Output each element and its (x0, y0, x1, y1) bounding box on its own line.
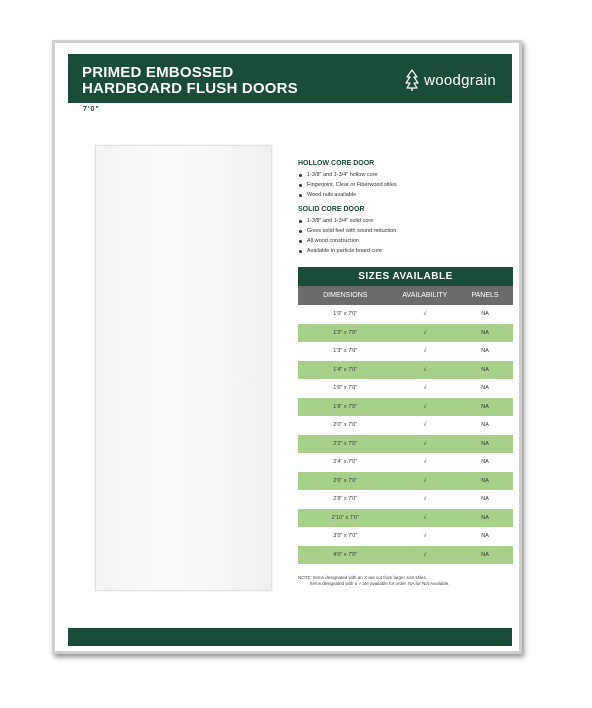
dimension-cell: 1'4" x 7'0" (298, 361, 393, 380)
list-item: Available in particle board core (298, 246, 518, 256)
footnote-line-1: NOTE: Items designated with an X are cut from larger size stiles. (298, 575, 428, 580)
dimension-cell: 2'6" x 7'0" (298, 472, 393, 491)
pine-tree-icon (405, 69, 419, 91)
panels-cell: NA (457, 398, 513, 417)
panels-cell: NA (457, 361, 513, 380)
panels-cell: NA (457, 546, 513, 565)
solid-core-list (298, 216, 518, 256)
door-height-label: 7'0" (83, 106, 100, 113)
logo-text: woodgrain (424, 71, 496, 89)
list-item: Fingerjoint, Clear or Fiberwood stiles (298, 180, 518, 190)
table-row (298, 361, 513, 380)
availability-cell: √ (423, 422, 427, 429)
title-line-2: HARDBOARD FLUSH DOORS (82, 80, 298, 97)
table-row (298, 416, 513, 435)
table-row (298, 546, 513, 565)
solid-core-heading: SOLID CORE DOOR (298, 206, 365, 213)
panels-cell: NA (481, 459, 489, 466)
dimension-cell: 1'3" x 7'0" (333, 348, 358, 355)
panels-cell: NA (457, 324, 513, 343)
table-row (298, 398, 513, 417)
availability-cell: √ (423, 348, 427, 355)
table-row (298, 435, 513, 454)
column-header-panels: PANELS (457, 286, 513, 305)
dimension-cell: 1'2" x 7'0" (298, 324, 393, 343)
list-item: 1-3/8" and 1-3/4" hollow core (298, 170, 518, 180)
footnote (298, 575, 513, 587)
woodgrain-logo (405, 69, 496, 91)
dimension-cell: 3'0" x 7'0" (333, 533, 358, 540)
hollow-core-section (298, 160, 518, 200)
dimension-cell: 2'4" x 7'0" (333, 459, 358, 466)
hollow-core-list (298, 170, 518, 200)
panels-cell: NA (457, 435, 513, 454)
dimension-cell: 4'0" x 7'0" (298, 546, 393, 565)
availability-cell: √ (423, 311, 427, 318)
panels-cell: NA (457, 509, 513, 528)
availability-cell: √ (423, 496, 427, 503)
spec-sheet (52, 40, 522, 654)
panels-cell: NA (481, 533, 489, 540)
column-header-availability: AVAILABILITY (393, 286, 458, 305)
list-item: 1-3/8" and 1-3/4" solid core (298, 216, 518, 226)
table-row (298, 509, 513, 528)
availability-cell: √ (393, 398, 458, 417)
availability-cell: √ (393, 472, 458, 491)
availability-cell: √ (423, 459, 427, 466)
panels-cell: NA (481, 311, 489, 318)
dimension-cell: 1'6" x 7'0" (333, 385, 358, 392)
table-row (298, 527, 513, 546)
availability-cell: √ (393, 509, 458, 528)
table-row (298, 472, 513, 491)
table-row (298, 305, 513, 324)
availability-cell: √ (393, 546, 458, 565)
panels-cell: NA (481, 496, 489, 503)
availability-cell: √ (393, 435, 458, 454)
table-row (298, 379, 513, 398)
title-line-1: PRIMED EMBOSSED (82, 64, 234, 81)
door-image (95, 145, 272, 591)
dimension-cell: 2'2" x 7'0" (298, 435, 393, 454)
dimension-cell: 2'0" x 7'0" (333, 422, 358, 429)
header-banner (68, 54, 512, 103)
solid-core-section (298, 206, 518, 256)
table-row (298, 324, 513, 343)
sizes-table-caption: SIZES AVAILABLE (298, 267, 513, 286)
sizes-table (298, 267, 513, 564)
column-header-dimensions: DIMENSIONS (298, 286, 393, 305)
hollow-core-heading: HOLLOW CORE DOOR (298, 160, 375, 167)
dimension-cell: 2'8" x 7'0" (333, 496, 358, 503)
availability-cell: √ (393, 361, 458, 380)
availability-cell: √ (393, 324, 458, 343)
list-item: All wood construction (298, 236, 518, 246)
list-item: Gives solid feel with sound reduction (298, 226, 518, 236)
availability-cell: √ (423, 533, 427, 540)
footer-bar (68, 628, 512, 646)
panels-cell: NA (457, 472, 513, 491)
footnote-line-2: Items designated with a √ are available for order. NA for Not Available. (310, 581, 450, 586)
availability-cell: √ (423, 385, 427, 392)
table-row (298, 453, 513, 472)
panels-cell: NA (481, 348, 489, 355)
table-row (298, 490, 513, 509)
dimension-cell: 2'10" x 7'0" (298, 509, 393, 528)
table-row (298, 342, 513, 361)
list-item: Wood rails available (298, 190, 518, 200)
dimension-cell: 1'8" x 7'0" (298, 398, 393, 417)
page-title (82, 65, 298, 97)
panels-cell: NA (481, 385, 489, 392)
panels-cell: NA (481, 422, 489, 429)
dimension-cell: 1'0" x 7'0" (333, 311, 358, 318)
